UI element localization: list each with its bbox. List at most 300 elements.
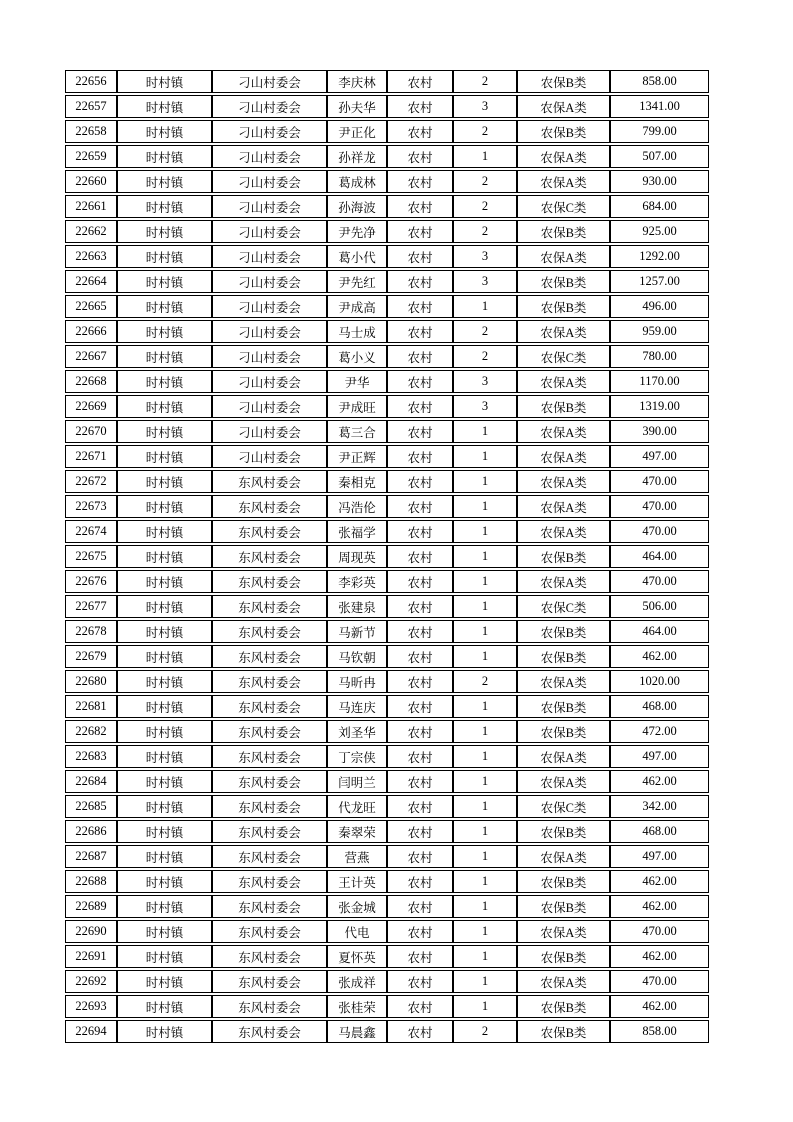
cell-person_name: 张桂荣 <box>327 995 387 1018</box>
cell-person_name: 丁宗侠 <box>327 745 387 768</box>
cell-amount: 1020.00 <box>610 670 709 693</box>
cell-person_count: 3 <box>453 270 517 293</box>
cell-person_count: 2 <box>453 195 517 218</box>
table-row <box>65 670 709 693</box>
cell-record_no: 22664 <box>65 270 117 293</box>
cell-person_count: 2 <box>453 170 517 193</box>
cell-person_name: 夏怀英 <box>327 945 387 968</box>
table-row <box>65 870 709 893</box>
cell-town: 时村镇 <box>117 920 212 943</box>
cell-insurance_class: 农保C类 <box>517 345 610 368</box>
cell-village_committee: 东风村委会 <box>212 1020 327 1043</box>
cell-person_name: 尹先红 <box>327 270 387 293</box>
cell-record_no: 22676 <box>65 570 117 593</box>
cell-person_name: 李彩英 <box>327 570 387 593</box>
table-row <box>65 295 709 318</box>
cell-amount: 1170.00 <box>610 370 709 393</box>
cell-amount: 1292.00 <box>610 245 709 268</box>
table-row <box>65 995 709 1018</box>
cell-record_no: 22665 <box>65 295 117 318</box>
cell-person_count: 1 <box>453 895 517 918</box>
pension-roster-table <box>65 68 709 1045</box>
cell-residence_type: 农村 <box>387 520 453 543</box>
table-row <box>65 395 709 418</box>
cell-insurance_class: 农保A类 <box>517 470 610 493</box>
cell-amount: 470.00 <box>610 470 709 493</box>
cell-town: 时村镇 <box>117 595 212 618</box>
cell-town: 时村镇 <box>117 95 212 118</box>
cell-insurance_class: 农保B类 <box>517 870 610 893</box>
cell-village_committee: 东风村委会 <box>212 695 327 718</box>
cell-residence_type: 农村 <box>387 695 453 718</box>
cell-amount: 1319.00 <box>610 395 709 418</box>
cell-record_no: 22690 <box>65 920 117 943</box>
cell-residence_type: 农村 <box>387 920 453 943</box>
cell-person_name: 马连庆 <box>327 695 387 718</box>
cell-amount: 462.00 <box>610 770 709 793</box>
cell-record_no: 22674 <box>65 520 117 543</box>
cell-person_count: 1 <box>453 495 517 518</box>
cell-person_count: 1 <box>453 870 517 893</box>
cell-amount: 497.00 <box>610 745 709 768</box>
cell-insurance_class: 农保A类 <box>517 370 610 393</box>
table-row <box>65 320 709 343</box>
cell-amount: 496.00 <box>610 295 709 318</box>
cell-residence_type: 农村 <box>387 420 453 443</box>
cell-village_committee: 东风村委会 <box>212 570 327 593</box>
cell-person_count: 1 <box>453 845 517 868</box>
cell-amount: 925.00 <box>610 220 709 243</box>
cell-town: 时村镇 <box>117 720 212 743</box>
cell-person_count: 1 <box>453 920 517 943</box>
cell-amount: 780.00 <box>610 345 709 368</box>
table-row <box>65 945 709 968</box>
cell-town: 时村镇 <box>117 995 212 1018</box>
cell-insurance_class: 农保A类 <box>517 495 610 518</box>
cell-town: 时村镇 <box>117 795 212 818</box>
cell-residence_type: 农村 <box>387 795 453 818</box>
cell-person_name: 周现英 <box>327 545 387 568</box>
cell-village_committee: 东风村委会 <box>212 995 327 1018</box>
cell-record_no: 22669 <box>65 395 117 418</box>
cell-person_count: 1 <box>453 470 517 493</box>
cell-record_no: 22663 <box>65 245 117 268</box>
cell-record_no: 22688 <box>65 870 117 893</box>
cell-amount: 684.00 <box>610 195 709 218</box>
table-row <box>65 220 709 243</box>
cell-record_no: 22691 <box>65 945 117 968</box>
cell-town: 时村镇 <box>117 695 212 718</box>
cell-person_name: 张成祥 <box>327 970 387 993</box>
cell-amount: 462.00 <box>610 945 709 968</box>
table-row <box>65 695 709 718</box>
cell-person_count: 1 <box>453 545 517 568</box>
cell-amount: 472.00 <box>610 720 709 743</box>
cell-town: 时村镇 <box>117 445 212 468</box>
cell-insurance_class: 农保C类 <box>517 595 610 618</box>
cell-person_name: 闫明兰 <box>327 770 387 793</box>
cell-amount: 468.00 <box>610 695 709 718</box>
cell-insurance_class: 农保A类 <box>517 845 610 868</box>
cell-person_count: 1 <box>453 770 517 793</box>
cell-town: 时村镇 <box>117 545 212 568</box>
table-row <box>65 420 709 443</box>
cell-residence_type: 农村 <box>387 970 453 993</box>
cell-insurance_class: 农保A类 <box>517 770 610 793</box>
cell-town: 时村镇 <box>117 970 212 993</box>
cell-person_name: 尹成高 <box>327 295 387 318</box>
cell-residence_type: 农村 <box>387 720 453 743</box>
cell-insurance_class: 农保B类 <box>517 220 610 243</box>
cell-person_name: 尹成旺 <box>327 395 387 418</box>
cell-village_committee: 东风村委会 <box>212 595 327 618</box>
cell-person_name: 马新节 <box>327 620 387 643</box>
cell-person_name: 葛小义 <box>327 345 387 368</box>
cell-amount: 390.00 <box>610 420 709 443</box>
cell-insurance_class: 农保B类 <box>517 820 610 843</box>
cell-village_committee: 刁山村委会 <box>212 220 327 243</box>
cell-person_name: 马钦朝 <box>327 645 387 668</box>
cell-village_committee: 刁山村委会 <box>212 195 327 218</box>
cell-town: 时村镇 <box>117 470 212 493</box>
cell-amount: 470.00 <box>610 495 709 518</box>
cell-person_count: 1 <box>453 945 517 968</box>
table-row <box>65 970 709 993</box>
cell-record_no: 22666 <box>65 320 117 343</box>
cell-village_committee: 刁山村委会 <box>212 120 327 143</box>
cell-residence_type: 农村 <box>387 395 453 418</box>
cell-residence_type: 农村 <box>387 95 453 118</box>
cell-residence_type: 农村 <box>387 170 453 193</box>
cell-insurance_class: 农保A类 <box>517 320 610 343</box>
cell-person_count: 1 <box>453 745 517 768</box>
cell-village_committee: 东风村委会 <box>212 720 327 743</box>
cell-residence_type: 农村 <box>387 645 453 668</box>
cell-record_no: 22671 <box>65 445 117 468</box>
cell-amount: 462.00 <box>610 870 709 893</box>
cell-village_committee: 东风村委会 <box>212 870 327 893</box>
cell-insurance_class: 农保B类 <box>517 645 610 668</box>
cell-residence_type: 农村 <box>387 70 453 93</box>
cell-insurance_class: 农保A类 <box>517 245 610 268</box>
cell-amount: 464.00 <box>610 620 709 643</box>
cell-town: 时村镇 <box>117 370 212 393</box>
cell-record_no: 22685 <box>65 795 117 818</box>
cell-village_committee: 刁山村委会 <box>212 95 327 118</box>
cell-residence_type: 农村 <box>387 295 453 318</box>
cell-person_count: 1 <box>453 420 517 443</box>
cell-amount: 497.00 <box>610 845 709 868</box>
cell-person_name: 马昕冉 <box>327 670 387 693</box>
cell-insurance_class: 农保B类 <box>517 720 610 743</box>
cell-insurance_class: 农保B类 <box>517 895 610 918</box>
cell-village_committee: 刁山村委会 <box>212 245 327 268</box>
cell-village_committee: 东风村委会 <box>212 895 327 918</box>
cell-person_name: 尹正化 <box>327 120 387 143</box>
cell-village_committee: 刁山村委会 <box>212 370 327 393</box>
cell-insurance_class: 农保A类 <box>517 95 610 118</box>
cell-record_no: 22682 <box>65 720 117 743</box>
cell-town: 时村镇 <box>117 820 212 843</box>
cell-residence_type: 农村 <box>387 1020 453 1043</box>
cell-person_count: 2 <box>453 1020 517 1043</box>
cell-insurance_class: 农保A类 <box>517 445 610 468</box>
cell-residence_type: 农村 <box>387 495 453 518</box>
cell-insurance_class: 农保A类 <box>517 670 610 693</box>
cell-person_count: 1 <box>453 570 517 593</box>
cell-village_committee: 东风村委会 <box>212 520 327 543</box>
cell-person_name: 秦相克 <box>327 470 387 493</box>
cell-amount: 462.00 <box>610 895 709 918</box>
cell-residence_type: 农村 <box>387 145 453 168</box>
cell-person_name: 代龙旺 <box>327 795 387 818</box>
cell-insurance_class: 农保A类 <box>517 145 610 168</box>
cell-person_count: 3 <box>453 370 517 393</box>
cell-person_name: 张建泉 <box>327 595 387 618</box>
cell-person_name: 张金城 <box>327 895 387 918</box>
cell-record_no: 22689 <box>65 895 117 918</box>
cell-record_no: 22658 <box>65 120 117 143</box>
table-row <box>65 70 709 93</box>
cell-insurance_class: 农保B类 <box>517 995 610 1018</box>
cell-village_committee: 刁山村委会 <box>212 420 327 443</box>
cell-amount: 1341.00 <box>610 95 709 118</box>
cell-residence_type: 农村 <box>387 895 453 918</box>
cell-residence_type: 农村 <box>387 320 453 343</box>
cell-insurance_class: 农保B类 <box>517 395 610 418</box>
cell-residence_type: 农村 <box>387 120 453 143</box>
cell-amount: 506.00 <box>610 595 709 618</box>
cell-insurance_class: 农保B类 <box>517 1020 610 1043</box>
cell-person_name: 代电 <box>327 920 387 943</box>
cell-residence_type: 农村 <box>387 670 453 693</box>
cell-record_no: 22661 <box>65 195 117 218</box>
cell-person_count: 1 <box>453 970 517 993</box>
cell-village_committee: 刁山村委会 <box>212 395 327 418</box>
cell-person_name: 刘圣华 <box>327 720 387 743</box>
cell-record_no: 22675 <box>65 545 117 568</box>
cell-insurance_class: 农保A类 <box>517 745 610 768</box>
cell-town: 时村镇 <box>117 895 212 918</box>
cell-town: 时村镇 <box>117 220 212 243</box>
cell-record_no: 22694 <box>65 1020 117 1043</box>
cell-person_name: 尹正辉 <box>327 445 387 468</box>
cell-residence_type: 农村 <box>387 270 453 293</box>
cell-record_no: 22667 <box>65 345 117 368</box>
cell-village_committee: 刁山村委会 <box>212 170 327 193</box>
cell-person_count: 1 <box>453 445 517 468</box>
cell-person_count: 1 <box>453 295 517 318</box>
cell-record_no: 22680 <box>65 670 117 693</box>
cell-person_count: 1 <box>453 995 517 1018</box>
table-row <box>65 720 709 743</box>
cell-record_no: 22692 <box>65 970 117 993</box>
cell-town: 时村镇 <box>117 420 212 443</box>
cell-amount: 470.00 <box>610 970 709 993</box>
cell-record_no: 22679 <box>65 645 117 668</box>
cell-person_name: 马士成 <box>327 320 387 343</box>
table-row <box>65 920 709 943</box>
table-row <box>65 345 709 368</box>
cell-amount: 342.00 <box>610 795 709 818</box>
cell-person_count: 2 <box>453 70 517 93</box>
cell-residence_type: 农村 <box>387 870 453 893</box>
table-row <box>65 645 709 668</box>
cell-person_count: 2 <box>453 120 517 143</box>
cell-person_count: 3 <box>453 245 517 268</box>
cell-residence_type: 农村 <box>387 620 453 643</box>
cell-person_name: 孙祥龙 <box>327 145 387 168</box>
cell-person_count: 2 <box>453 670 517 693</box>
table-row <box>65 620 709 643</box>
cell-person_count: 1 <box>453 520 517 543</box>
table-row <box>65 895 709 918</box>
cell-person_count: 1 <box>453 145 517 168</box>
cell-insurance_class: 农保C类 <box>517 195 610 218</box>
cell-amount: 464.00 <box>610 545 709 568</box>
table-row <box>65 120 709 143</box>
cell-record_no: 22657 <box>65 95 117 118</box>
table-row <box>65 145 709 168</box>
cell-person_count: 1 <box>453 820 517 843</box>
cell-town: 时村镇 <box>117 745 212 768</box>
cell-person_count: 3 <box>453 95 517 118</box>
cell-town: 时村镇 <box>117 670 212 693</box>
cell-town: 时村镇 <box>117 295 212 318</box>
cell-village_committee: 东风村委会 <box>212 545 327 568</box>
cell-town: 时村镇 <box>117 945 212 968</box>
cell-person_name: 尹先净 <box>327 220 387 243</box>
cell-residence_type: 农村 <box>387 745 453 768</box>
cell-village_committee: 东风村委会 <box>212 970 327 993</box>
cell-record_no: 22668 <box>65 370 117 393</box>
cell-town: 时村镇 <box>117 70 212 93</box>
cell-insurance_class: 农保B类 <box>517 270 610 293</box>
cell-town: 时村镇 <box>117 145 212 168</box>
cell-record_no: 22686 <box>65 820 117 843</box>
cell-town: 时村镇 <box>117 195 212 218</box>
cell-amount: 959.00 <box>610 320 709 343</box>
cell-person_count: 2 <box>453 345 517 368</box>
cell-person_name: 秦翠荣 <box>327 820 387 843</box>
cell-town: 时村镇 <box>117 495 212 518</box>
table-row <box>65 370 709 393</box>
cell-record_no: 22672 <box>65 470 117 493</box>
cell-residence_type: 农村 <box>387 445 453 468</box>
cell-person_name: 冯浩伦 <box>327 495 387 518</box>
cell-village_committee: 刁山村委会 <box>212 270 327 293</box>
cell-record_no: 22683 <box>65 745 117 768</box>
cell-village_committee: 刁山村委会 <box>212 345 327 368</box>
cell-village_committee: 东风村委会 <box>212 745 327 768</box>
cell-insurance_class: 农保B类 <box>517 120 610 143</box>
cell-town: 时村镇 <box>117 845 212 868</box>
cell-insurance_class: 农保A类 <box>517 570 610 593</box>
cell-town: 时村镇 <box>117 570 212 593</box>
cell-person_count: 1 <box>453 695 517 718</box>
cell-person_name: 马晨鑫 <box>327 1020 387 1043</box>
cell-residence_type: 农村 <box>387 470 453 493</box>
cell-village_committee: 刁山村委会 <box>212 320 327 343</box>
cell-town: 时村镇 <box>117 320 212 343</box>
cell-insurance_class: 农保B类 <box>517 695 610 718</box>
cell-person_count: 1 <box>453 720 517 743</box>
cell-amount: 470.00 <box>610 570 709 593</box>
cell-town: 时村镇 <box>117 645 212 668</box>
cell-amount: 468.00 <box>610 820 709 843</box>
cell-record_no: 22670 <box>65 420 117 443</box>
cell-residence_type: 农村 <box>387 820 453 843</box>
cell-insurance_class: 农保B类 <box>517 295 610 318</box>
cell-village_committee: 东风村委会 <box>212 920 327 943</box>
cell-record_no: 22656 <box>65 70 117 93</box>
cell-person_name: 尹华 <box>327 370 387 393</box>
cell-insurance_class: 农保A类 <box>517 520 610 543</box>
cell-village_committee: 刁山村委会 <box>212 445 327 468</box>
cell-town: 时村镇 <box>117 395 212 418</box>
table-row <box>65 745 709 768</box>
cell-village_committee: 东风村委会 <box>212 620 327 643</box>
cell-village_committee: 刁山村委会 <box>212 70 327 93</box>
cell-insurance_class: 农保A类 <box>517 920 610 943</box>
cell-person_count: 2 <box>453 220 517 243</box>
table-body <box>65 70 709 1043</box>
cell-person_name: 葛三合 <box>327 420 387 443</box>
cell-amount: 470.00 <box>610 520 709 543</box>
cell-village_committee: 东风村委会 <box>212 945 327 968</box>
cell-record_no: 22678 <box>65 620 117 643</box>
cell-residence_type: 农村 <box>387 995 453 1018</box>
cell-person_count: 1 <box>453 595 517 618</box>
cell-record_no: 22684 <box>65 770 117 793</box>
cell-amount: 799.00 <box>610 120 709 143</box>
cell-village_committee: 东风村委会 <box>212 495 327 518</box>
cell-record_no: 22687 <box>65 845 117 868</box>
table-row <box>65 770 709 793</box>
cell-village_committee: 刁山村委会 <box>212 295 327 318</box>
cell-town: 时村镇 <box>117 1020 212 1043</box>
cell-insurance_class: 农保B类 <box>517 70 610 93</box>
cell-town: 时村镇 <box>117 245 212 268</box>
table-row <box>65 445 709 468</box>
cell-insurance_class: 农保A类 <box>517 970 610 993</box>
table-row <box>65 270 709 293</box>
cell-village_committee: 东风村委会 <box>212 795 327 818</box>
cell-person_name: 营燕 <box>327 845 387 868</box>
cell-town: 时村镇 <box>117 170 212 193</box>
table-row <box>65 95 709 118</box>
cell-record_no: 22693 <box>65 995 117 1018</box>
cell-person_name: 李庆林 <box>327 70 387 93</box>
cell-village_committee: 东风村委会 <box>212 470 327 493</box>
cell-residence_type: 农村 <box>387 245 453 268</box>
cell-person_count: 1 <box>453 795 517 818</box>
cell-amount: 462.00 <box>610 645 709 668</box>
cell-residence_type: 农村 <box>387 220 453 243</box>
cell-amount: 470.00 <box>610 920 709 943</box>
cell-person_name: 张福学 <box>327 520 387 543</box>
cell-amount: 462.00 <box>610 995 709 1018</box>
cell-amount: 858.00 <box>610 1020 709 1043</box>
cell-record_no: 22677 <box>65 595 117 618</box>
cell-residence_type: 农村 <box>387 545 453 568</box>
cell-record_no: 22662 <box>65 220 117 243</box>
cell-person_count: 1 <box>453 645 517 668</box>
table-row <box>65 570 709 593</box>
cell-insurance_class: 农保B类 <box>517 620 610 643</box>
cell-person_name: 孙夫华 <box>327 95 387 118</box>
cell-residence_type: 农村 <box>387 345 453 368</box>
